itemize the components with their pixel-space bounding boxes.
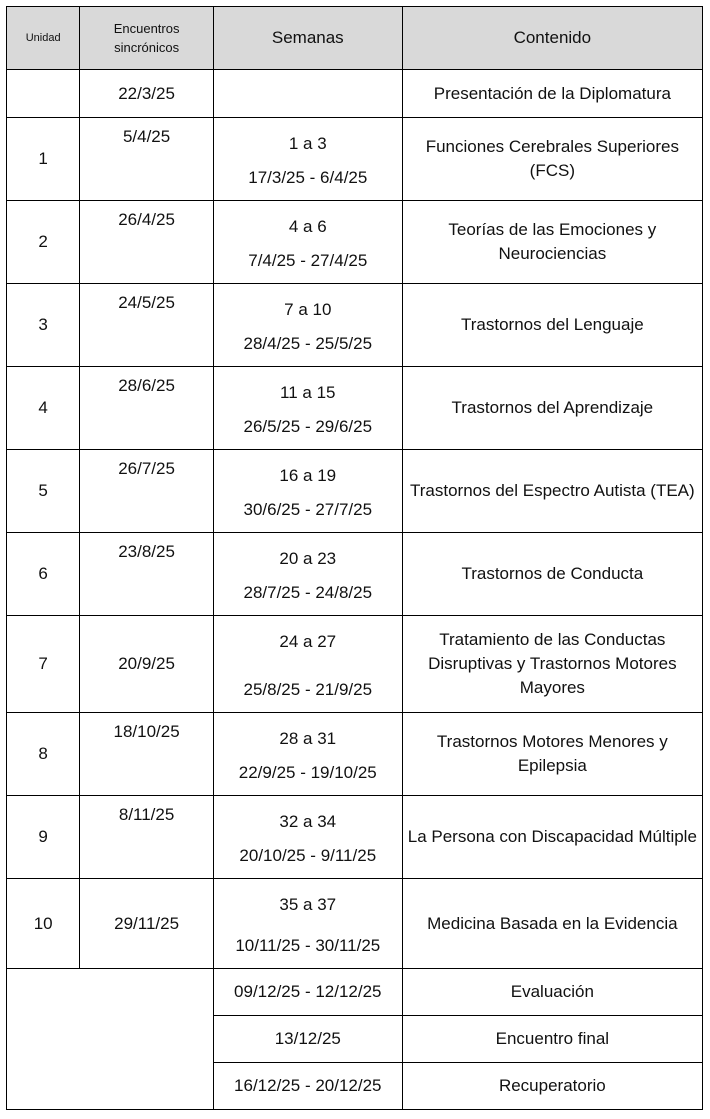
unit-row [7,201,703,284]
unit-semanas [213,450,402,533]
unit-encuentro-fecha [80,713,214,796]
encuentro-fecha-text: 26/4/25 [118,210,175,229]
unit-encuentro-fecha [80,367,214,450]
unit-semanas [213,796,402,879]
unit-number: 1 [7,118,80,201]
closing-fechas: 16/12/25 - 20/12/25 [213,1063,402,1110]
semanas-range: 24 a 27 [279,632,337,651]
unit-encuentro-fecha [80,879,214,969]
unit-row [7,713,703,796]
unit-row [7,796,703,879]
header-semanas: Semanas [213,7,402,70]
unit-semanas [213,367,402,450]
unit-rows [7,118,703,969]
unit-number: 4 [7,367,80,450]
unit-row [7,533,703,616]
encuentro-fecha-text: 29/11/25 [114,913,180,933]
semanas-range: 11 a 15 [280,383,336,402]
semanas-range: 28 a 31 [279,729,337,748]
unit-contenido: Trastornos de Conducta [402,533,702,616]
unit-contenido: Teorías de las Emociones y Neurociencias [402,201,702,284]
encuentro-fecha-text: 20/9/25 [118,654,175,673]
header-contenido: Contenido [402,7,702,70]
unit-number: 3 [7,284,80,367]
unit-encuentro-fecha [80,118,214,201]
semanas-range: 32 a 34 [279,812,337,831]
unit-semanas [213,616,402,713]
encuentro-fecha-text: 8/11/25 [118,805,175,824]
presentation-row [7,70,703,118]
unit-semanas [213,879,402,969]
semanas-range: 16 a 19 [279,466,337,485]
semanas-dates: 28/7/25 - 24/8/25 [243,583,373,602]
semanas-range: 7 a 10 [284,300,332,319]
header-encuentros: Encuentros sincrónicos [80,7,214,70]
unit-number: 6 [7,533,80,616]
unit-contenido: Trastornos del Aprendizaje [402,367,702,450]
unit-semanas [213,284,402,367]
semanas-dates: 26/5/25 - 29/6/25 [243,417,373,436]
unit-number: 2 [7,201,80,284]
presentation-semanas [213,70,402,118]
semanas-dates: 20/10/25 - 9/11/25 [239,846,377,865]
unit-number: 10 [7,879,80,969]
semanas-dates: 22/9/25 - 19/10/25 [238,763,377,782]
unit-contenido: Trastornos del Lenguaje [402,284,702,367]
unit-row [7,118,703,201]
unit-encuentro-fecha [80,201,214,284]
unit-semanas [213,533,402,616]
unit-encuentro-fecha [80,616,214,713]
unit-row [7,284,703,367]
unit-number: 9 [7,796,80,879]
closing-fechas: 09/12/25 - 12/12/25 [213,969,402,1016]
unit-row [7,367,703,450]
semanas-range: 4 a 6 [288,217,327,236]
encuentro-fecha-text: 26/7/25 [118,459,175,478]
semanas-dates: 25/8/25 - 21/9/25 [243,680,373,699]
unit-encuentro-fecha [80,796,214,879]
semanas-range: 1 a 3 [288,134,327,153]
unit-contenido: Trastornos Motores Menores y Epilepsia [402,713,702,796]
unit-number: 7 [7,616,80,713]
unit-number: 5 [7,450,80,533]
encuentro-fecha-text: 5/4/25 [122,127,171,146]
encuentro-fecha-text: 23/8/25 [118,542,175,561]
encuentro-fecha-text: 24/5/25 [118,293,175,312]
encuentro-fecha-text: 28/6/25 [118,376,175,395]
presentation-fecha: 22/3/25 [80,70,214,118]
closing-empty-cell [7,969,214,1110]
semanas-range: 20 a 23 [279,549,337,568]
unit-contenido: Tratamiento de las Conductas Disruptivas y Trastornos Motores Mayores [402,616,702,713]
semanas-dates: 28/4/25 - 25/5/25 [243,334,373,353]
semanas-dates: 30/6/25 - 27/7/25 [243,500,373,519]
header-unidad: Unidad [7,7,80,70]
encuentro-fecha-text: 18/10/25 [113,722,180,741]
unit-row [7,616,703,713]
semanas-dates: 10/11/25 - 30/11/25 [235,936,381,955]
unit-contenido: Funciones Cerebrales Superiores (FCS) [402,118,702,201]
unit-number: 8 [7,713,80,796]
semanas-range: 35 a 37 [279,895,337,914]
presentation-unidad [7,70,80,118]
unit-semanas [213,713,402,796]
unit-row [7,450,703,533]
unit-contenido: Medicina Basada en la Evidencia [402,879,702,969]
unit-contenido: Trastornos del Espectro Autista (TEA) [402,450,702,533]
closing-fechas: 13/12/25 [213,1016,402,1063]
closing-contenido: Recuperatorio [402,1063,702,1110]
unit-encuentro-fecha [80,450,214,533]
unit-encuentro-fecha [80,533,214,616]
closing-contenido: Evaluación [402,969,702,1016]
closing-row-evaluacion [7,969,703,1016]
semanas-dates: 17/3/25 - 6/4/25 [248,168,368,187]
unit-encuentro-fecha [80,284,214,367]
presentation-contenido: Presentación de la Diplomatura [402,70,702,118]
schedule-table [6,6,703,1110]
unit-row [7,879,703,969]
unit-contenido: La Persona con Discapacidad Múltiple [402,796,702,879]
header-row [7,7,703,70]
closing-contenido: Encuentro final [402,1016,702,1063]
unit-semanas [213,201,402,284]
semanas-dates: 7/4/25 - 27/4/25 [248,251,368,270]
unit-semanas [213,118,402,201]
